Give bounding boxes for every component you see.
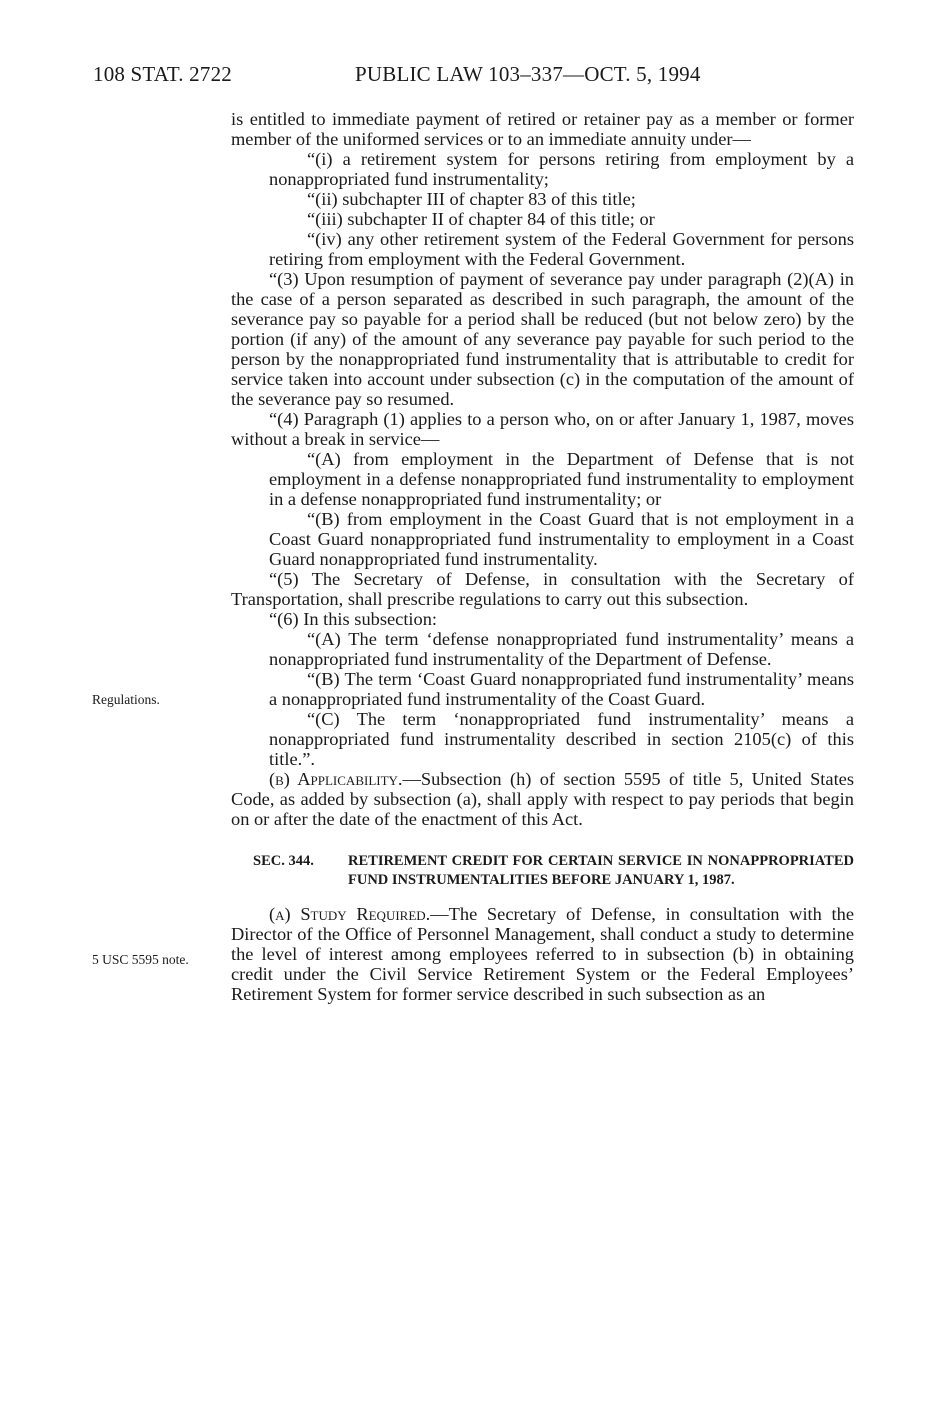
paragraph: is entitled to immediate payment of retired or retainer pay as a member or former member of the uniformed services or to an immediate annuity under—	[231, 109, 854, 149]
subsection-heading: (b) Applicability.	[269, 769, 403, 789]
paragraph: “(B) from employment in the Coast Guard that is not employment in a Coast Guard nonappropriated fund instrumentality to employment in a Coast Guard nonappropriated fund instrumentality.	[269, 509, 854, 569]
subsection-text: —Subsection (h) of section 5595 of title 5, United States Code, as added by subsection (a), shall apply with respect to pay periods that begin on or after the date of the enactment of this Act.	[231, 769, 854, 829]
section-heading	[231, 852, 854, 890]
running-header: PUBLIC LAW 103–337—OCT. 5, 1994	[355, 62, 701, 86]
paragraph: “(B) The term ‘Coast Guard nonappropriated fund instrumentality’ means a nonappropriated fund instrumentality of the Coast Guard.	[269, 669, 854, 709]
paragraph	[231, 769, 854, 829]
subsection-heading: (a) Study Required.	[269, 904, 431, 924]
margin-note-usc: 5 USC 5595 note.	[92, 952, 189, 967]
paragraph: “(6) In this subsection:	[269, 609, 438, 629]
paragraph: “(5) The Secretary of Defense, in consultation with the Secretary of Transportation, shall prescribe regulations to carry out this subsection.	[231, 569, 854, 609]
paragraph: “(C) The term ‘nonappropriated fund instrumentality’ means a nonappropriated fund instrumentality described in section 2105(c) of this title.”.	[269, 709, 854, 769]
paragraph	[231, 904, 854, 1004]
paragraph: “(A) from employment in the Department of Defense that is not employment in a defense nonappropriated fund instrumentality to employment in a defense nonappropriated fund instrumentality; or	[269, 449, 854, 509]
margin-note-regulations: Regulations.	[92, 692, 160, 707]
body-text	[231, 109, 854, 1004]
paragraph: “(i) a retirement system for persons retiring from employment by a nonappropriated fund instrumentality;	[269, 149, 854, 189]
statute-page-number: 108 STAT. 2722	[93, 62, 232, 86]
subsection-text: —The Secretary of Defense, in consultation with the Director of the Office of Personnel Management, shall conduct a study to determine the level of interest among employees referred to in subsection (b) in obtaining credit under the Civil Service Retirement System or the Federal Employees’ Retirement System for former service described in such subsection as an	[231, 904, 855, 1004]
paragraph: “(iv) any other retirement system of the Federal Government for persons retiring from employment with the Federal Government.	[269, 229, 854, 269]
paragraph: “(3) Upon resumption of payment of severance pay under paragraph (2)(A) in the case of a person separated as described in such paragraph, the amount of the severance pay so payable for a period shall be reduced (but not below zero) by the portion (if any) of the amount of any severance pay payable for such period to the person by the nonappropriated fund instrumentality that is attributable to credit for service taken into account under subsection (c) in the computation of the amount of the severance pay so resumed.	[231, 269, 854, 409]
section-number: SEC. 344.	[253, 853, 314, 869]
section-title: RETIREMENT CREDIT FOR CERTAIN SERVICE IN NONAPPROPRIATED FUND INSTRUMENTALITIES BEFORE JANUARY 1, 1987.	[348, 853, 854, 888]
paragraph: “(ii) subchapter III of chapter 83 of this title;	[307, 189, 636, 209]
paragraph: “(iii) subchapter II of chapter 84 of this title; or	[307, 209, 655, 229]
paragraph: “(A) The term ‘defense nonappropriated fund instrumentality’ means a nonappropriated fund instrumentality of the Department of Defense.	[269, 629, 854, 669]
paragraph: “(4) Paragraph (1) applies to a person who, on or after January 1, 1987, moves without a break in service—	[231, 409, 854, 449]
